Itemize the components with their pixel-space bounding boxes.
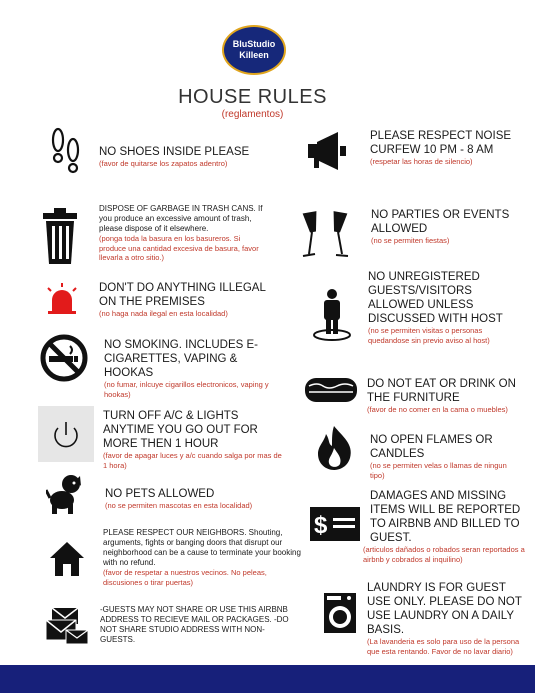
rule-no-eating-furniture: DO NOT EAT OR DRINK ON THE FURNITURE [367,378,516,404]
rule-no-parties: NO PARTIES OR EVENTS ALLOWED [371,209,510,235]
rule-laundry: LAUNDRY IS FOR GUEST USE ONLY. PLEASE DO NOT USE LAUNDRY ON A DAILY BASIS. [367,582,522,636]
rule-no-flames-es: (no se permiten velas o llamas de ningun tipo) [370,461,507,480]
rule-no-mail: -GUESTS MAY NOT SHARE OR USE THIS AIRBNB ADDRESS TO RECIEVE MAIL OR PACKAGES. -DO NOT SHARE STUDIO ADDRESS WITH NON-GUESTS. [100,605,289,644]
rule-no-smoking: NO SMOKING. INCLUDES E-CIGARETTES, VAPING & HOOKAS [104,339,258,379]
rule-turn-off-ac: TURN OFF A/C & LIGHTS ANYTIME YOU GO OUT FOR MORE THEN 1 HOUR [103,410,258,450]
rule-damages-es: (articulos dañados o robados seran reportados a airbnb y cobrados al inquilino) [363,545,525,564]
logo-line-1: BluStudio [232,39,276,49]
champagne-glasses-icon [300,208,352,262]
rule-turn-off-ac-es: (favor de apagar luces y a/c cuando salga por mas de 1 hora) [103,451,282,470]
washing-machine-icon [323,592,357,634]
rule-respect-neighbors: PLEASE RESPECT OUR NEIGHBORS. Shouting, arguments, fights or banging doors that disrupt our neighborhood can be a cause to terminate your booking with no refund. [103,528,301,567]
rule-no-parties-es: (no se permiten fiestas) [371,236,450,245]
dollar-bill-icon [309,506,361,542]
svg-text:$: $ [314,512,328,539]
rule-no-pets: NO PETS ALLOWED [105,488,215,500]
page-subtitle: (reglamentos) [221,109,284,120]
footprints-icon [48,126,84,176]
rule-garbage: DISPOSE OF GARBAGE IN TRASH CANS. If you produce an excessive amount of trash, please dispose of it elsewhere. [99,204,263,233]
megaphone-icon [306,130,350,172]
logo [222,25,286,75]
rule-no-eating-furniture-es: (favor de no comer en la cama o muebles) [367,405,508,414]
power-icon [38,406,94,462]
page-title: HOUSE RULES [178,86,327,108]
rule-no-smoking-es: (no fumar, inlcuye cigarillos electronicos, vaping y hookas) [104,380,269,399]
siren-icon [44,283,80,315]
house-icon [48,540,86,578]
rule-no-unregistered-guests: NO UNREGISTERED GUESTS/VISITORS ALLOWED UNLESS DISCUSSED WITH HOST [368,271,503,325]
footer-bar [0,665,535,693]
hotdog-icon [303,376,359,404]
rule-damages: DAMAGES AND MISSING ITEMS WILL BE REPORTED TO AIRBNB AND BILLED TO GUEST. [370,490,521,544]
rule-no-illegal-es: (no haga nada ilegal en esta localidad) [99,309,228,318]
rule-no-pets-es: (no se permiten mascotas en esta localidad) [105,501,253,510]
rule-no-unregistered-guests-es: (no se permiten visitas o personas quedandose sin previo aviso al host) [368,326,490,345]
rule-respect-neighbors-es: (favor de respetar a nuestros vecinos. No peleas, discusiones o tirar puertas) [103,568,267,587]
flame-icon [314,424,356,472]
dog-icon [46,472,86,516]
rule-laundry-es: (La lavanderia es solo para uso de la persona que esta rentando. Favor de no lavar diario) [367,637,520,656]
rule-garbage-es: (ponga toda la basura en los basureros. Si produce una cantidad excesiva de basura, favor llevarla a otro sitio.) [99,234,259,262]
rule-no-illegal: DON'T DO ANYTHING ILLEGAL ON THE PREMISES [99,282,266,308]
rule-noise-curfew: PLEASE RESPECT NOISE CURFEW 10 PM - 8 AM [370,130,512,156]
trash-can-icon [40,206,80,266]
rule-no-flames: NO OPEN FLAMES OR CANDLES [370,434,493,460]
rule-no-shoes-es: (favor de quitarse los zapatos adentro) [99,159,228,168]
mail-icon [44,606,90,646]
rule-noise-curfew-es: (respetar las horas de silencio) [370,157,473,166]
no-smoking-icon [40,334,88,382]
power-icon-box [38,406,94,462]
rule-no-shoes: NO SHOES INSIDE PLEASE [99,146,250,158]
person-icon [312,288,352,344]
logo-line-2: Killeen [239,50,269,60]
